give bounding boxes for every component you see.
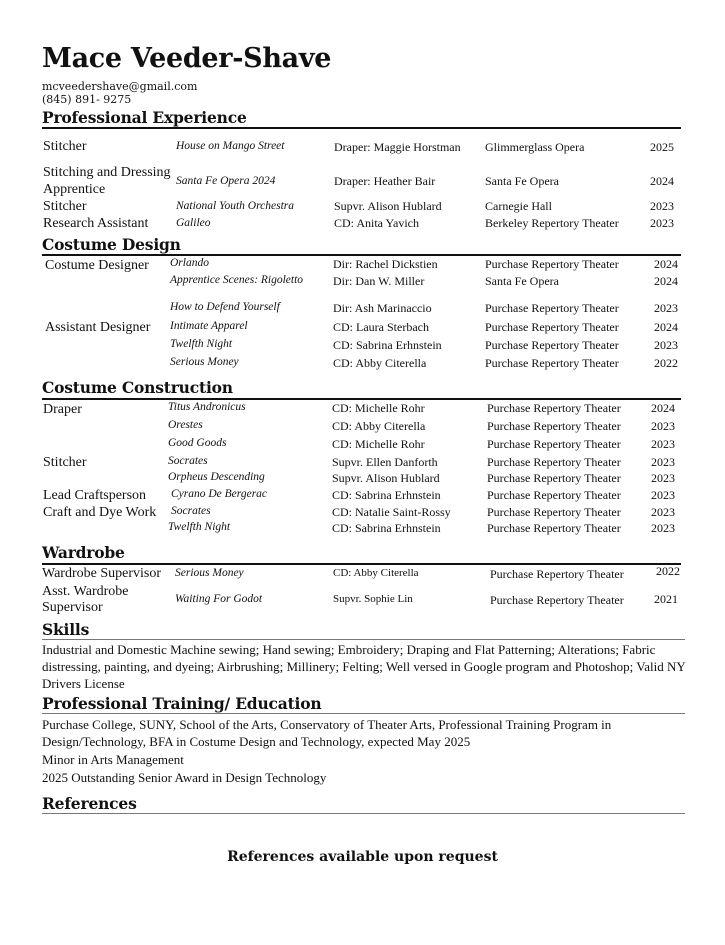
production: Intimate Apparel — [170, 320, 248, 332]
year: 2025 — [650, 140, 674, 154]
role: Assistant Designer — [45, 320, 151, 335]
year: 2023 — [654, 338, 678, 352]
supervisor: Draper: Heather Bair — [334, 174, 436, 188]
supervisor: CD: Michelle Rohr — [332, 437, 425, 451]
production: Waiting For Godot — [175, 593, 263, 605]
venue: Santa Fe Opera — [485, 274, 559, 288]
email: mcveedershave@gmail.com — [42, 80, 198, 93]
year: 2023 — [650, 216, 674, 230]
venue: Purchase Repertory Theater — [487, 505, 621, 519]
venue: Purchase Repertory Theater — [487, 488, 621, 502]
venue: Purchase Repertory Theater — [490, 593, 624, 607]
education-line: Purchase College, SUNY, School of the Arts, Conservatory of Theater Arts, Professional Training Program in Design/Technology, BFA in Costume Design and Technology, expected May 2025 — [42, 717, 612, 749]
production: Serious Money — [175, 567, 244, 579]
section-rule — [42, 563, 681, 565]
venue: Purchase Repertory Theater — [487, 521, 621, 535]
venue: Berkeley Repertory Theater — [485, 216, 619, 230]
production: Orestes — [168, 419, 203, 431]
year: 2024 — [654, 274, 678, 288]
venue: Purchase Repertory Theater — [485, 320, 619, 334]
venue: Glimmerglass Opera — [485, 140, 585, 154]
role: Craft and Dye Work — [43, 505, 157, 520]
section-title-costume-design: Costume Design — [42, 235, 181, 254]
section-title-costume-construction: Costume Construction — [42, 378, 233, 397]
role: Stitcher — [43, 139, 87, 154]
year: 2022 — [654, 356, 678, 370]
phone: (845) 891- 9275 — [42, 93, 132, 106]
supervisor: Dir: Ash Marinaccio — [333, 301, 432, 315]
role: Research Assistant — [43, 216, 149, 231]
year: 2024 — [650, 174, 674, 188]
section-title-professional-experience: Professional Experience — [42, 108, 247, 127]
supervisor: Dir: Dan W. Miller — [333, 274, 425, 288]
venue: Purchase Repertory Theater — [490, 567, 624, 581]
education-line: Minor in Arts Management — [42, 752, 184, 767]
year: 2023 — [651, 419, 675, 433]
role: Stitching and Dressing — [43, 165, 171, 180]
role: Asst. Wardrobe — [42, 584, 129, 599]
role: Wardrobe Supervisor — [42, 566, 162, 581]
supervisor: Draper: Maggie Horstman — [334, 140, 461, 154]
production: Twelfth Night — [170, 338, 233, 350]
supervisor: CD: Sabrina Erhnstein — [333, 338, 442, 352]
year: 2022 — [656, 564, 680, 578]
education-line: 2025 Outstanding Senior Award in Design Technology — [42, 770, 327, 785]
role-continued: Apprentice — [43, 182, 106, 197]
supervisor: CD: Abby Citerella — [333, 356, 427, 370]
production: National Youth Orchestra — [176, 200, 294, 212]
supervisor: CD: Abby Citerella — [333, 567, 419, 579]
supervisor: Supvr. Alison Hublard — [332, 471, 440, 485]
production: Orpheus Descending — [168, 471, 265, 483]
section-title-wardrobe: Wardrobe — [42, 543, 125, 562]
role: Lead Craftsperson — [43, 488, 147, 503]
production: Good Goods — [168, 437, 227, 449]
supervisor: CD: Natalie Saint-Rossy — [332, 505, 451, 519]
production: How to Defend Yourself — [170, 301, 280, 313]
production: Socrates — [168, 455, 208, 467]
section-title-references: References — [42, 794, 137, 813]
year: 2023 — [651, 505, 675, 519]
year: 2024 — [654, 320, 678, 334]
year: 2023 — [654, 301, 678, 315]
venue: Purchase Repertory Theater — [485, 356, 619, 370]
role: Draper — [43, 402, 82, 417]
year: 2024 — [651, 401, 675, 415]
production: Twelfth Night — [168, 521, 231, 533]
venue: Purchase Repertory Theater — [487, 419, 621, 433]
venue: Purchase Repertory Theater — [487, 401, 621, 415]
production: Serious Money — [170, 356, 239, 368]
section-rule — [42, 713, 685, 714]
supervisor: CD: Sabrina Erhnstein — [332, 488, 441, 502]
venue: Carnegie Hall — [485, 199, 552, 213]
venue: Purchase Repertory Theater — [487, 437, 621, 451]
year: 2023 — [650, 199, 674, 213]
production: Orlando — [170, 257, 209, 269]
production: House on Mango Street — [176, 140, 285, 152]
skills-text: Industrial and Domestic Machine sewing; Hand sewing; Embroidery; Draping and Flat Patterning; Alterations; Fabric distressing, painting, and dyeing; Airbrushing; Millinery; Felting; Well versed in Google program and Photoshop; Valid NY Drivers License — [42, 642, 686, 691]
section-title-education: Professional Training/ Education — [42, 694, 322, 713]
section-rule — [42, 127, 681, 129]
resume-name: Mace Veeder-Shave — [42, 43, 332, 74]
role: Stitcher — [43, 199, 87, 214]
supervisor: Supvr. Ellen Danforth — [332, 455, 438, 469]
year: 2024 — [654, 257, 678, 271]
venue: Purchase Repertory Theater — [487, 471, 621, 485]
role-continued: Supervisor — [42, 600, 103, 615]
year: 2021 — [654, 592, 678, 606]
section-rule — [42, 398, 681, 400]
supervisor: CD: Sabrina Erhnstein — [332, 521, 441, 535]
supervisor: Dir: Rachel Dickstien — [333, 257, 438, 271]
role: Costume Designer — [45, 258, 149, 273]
supervisor: Supvr. Sophie Lin — [333, 593, 413, 605]
venue: Purchase Repertory Theater — [485, 301, 619, 315]
section-rule — [42, 639, 685, 640]
supervisor: CD: Laura Sterbach — [333, 320, 429, 334]
venue: Purchase Repertory Theater — [487, 455, 621, 469]
production: Cyrano De Bergerac — [171, 488, 268, 500]
supervisor: Supvr. Alison Hublard — [334, 199, 442, 213]
year: 2023 — [651, 521, 675, 535]
production: Santa Fe Opera 2024 — [176, 175, 276, 187]
section-rule — [42, 813, 685, 814]
year: 2023 — [651, 488, 675, 502]
section-title-skills: Skills — [42, 620, 90, 639]
references-text: References available upon request — [227, 849, 498, 865]
supervisor: CD: Michelle Rohr — [332, 401, 425, 415]
supervisor: CD: Abby Citerella — [332, 419, 426, 433]
year: 2023 — [651, 471, 675, 485]
venue: Purchase Repertory Theater — [485, 338, 619, 352]
venue: Santa Fe Opera — [485, 174, 559, 188]
production: Apprentice Scenes: Rigoletto — [170, 274, 304, 286]
role: Stitcher — [43, 455, 87, 470]
supervisor: CD: Anita Yavich — [334, 216, 420, 230]
year: 2023 — [651, 437, 675, 451]
production: Galileo — [176, 217, 211, 229]
production: Socrates — [171, 505, 211, 517]
production: Titus Andronicus — [168, 401, 246, 413]
year: 2023 — [651, 455, 675, 469]
section-rule — [42, 254, 681, 256]
venue: Purchase Repertory Theater — [485, 257, 619, 271]
